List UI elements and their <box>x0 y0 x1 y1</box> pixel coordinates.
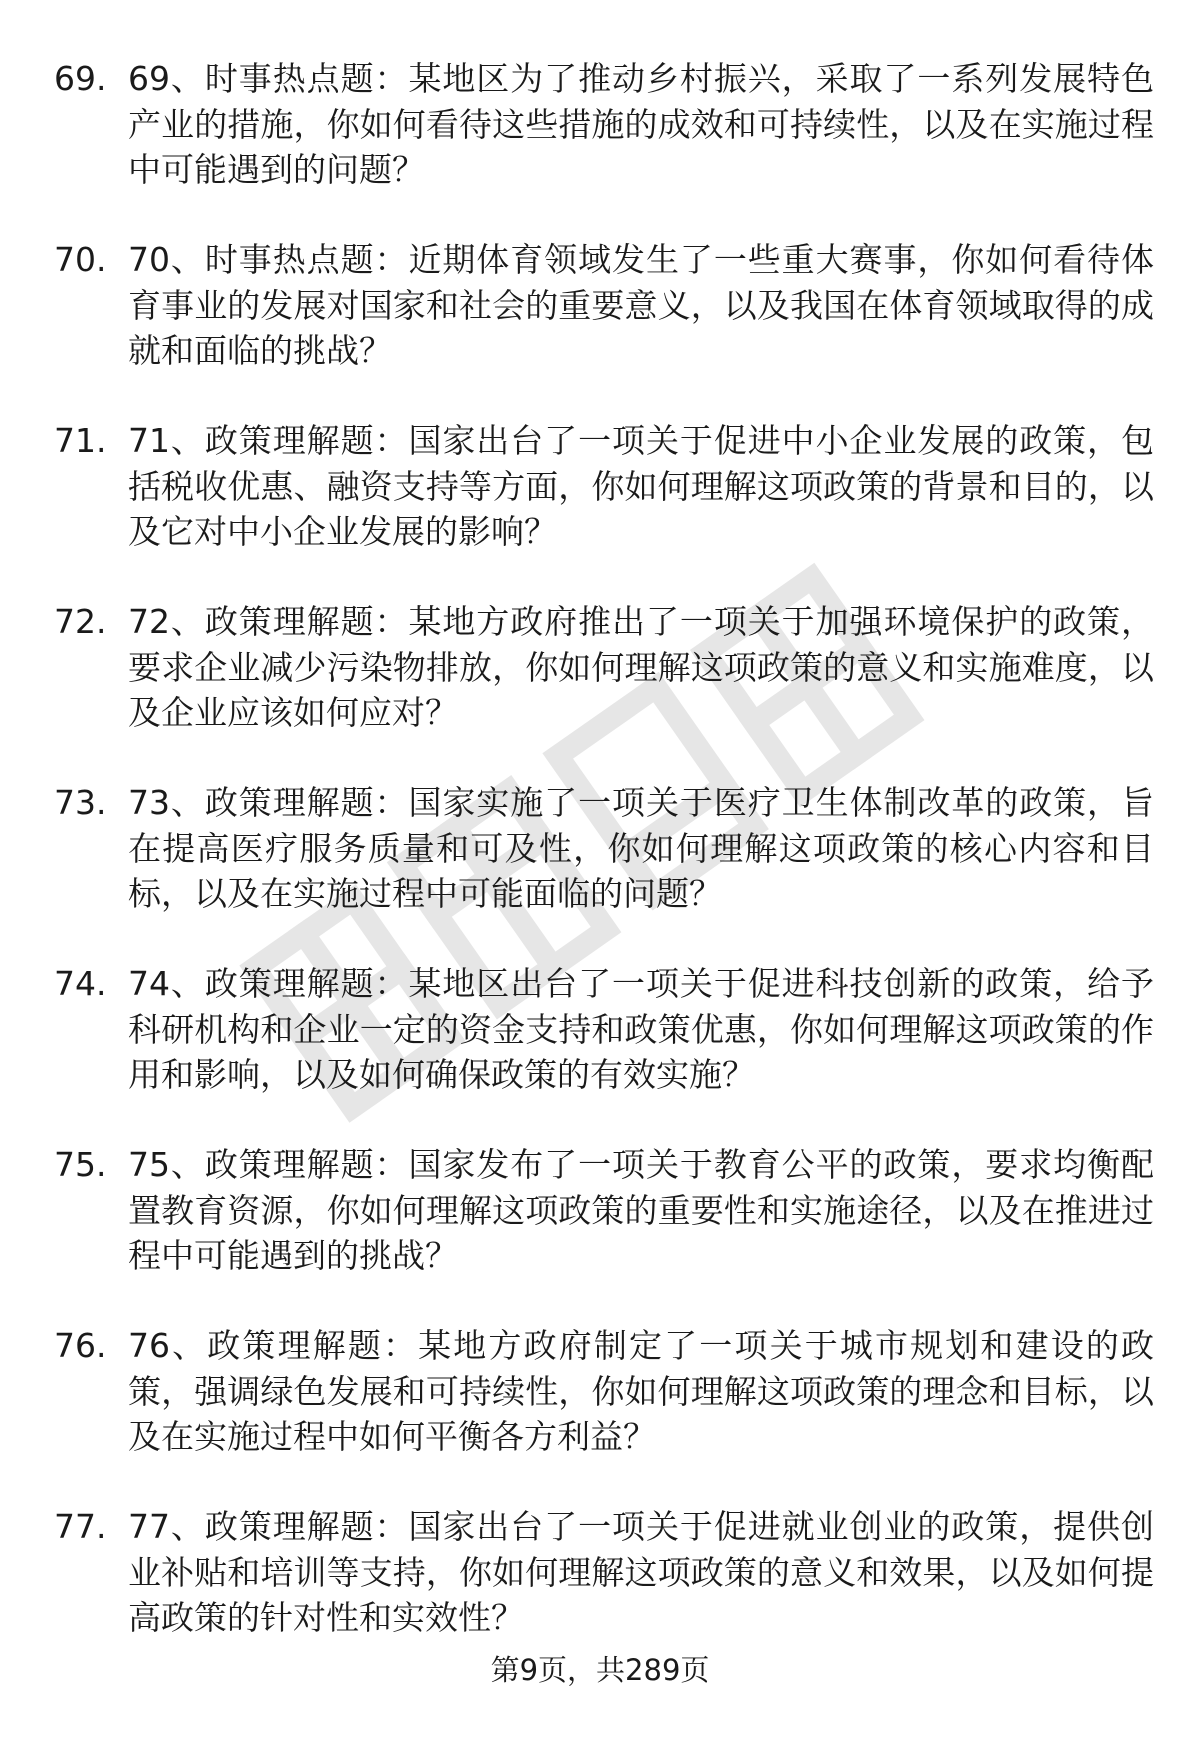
question-number: 77. <box>54 1507 107 1546</box>
list-item <box>54 780 1154 961</box>
question-number: 72. <box>54 602 107 641</box>
list-item <box>54 1323 1154 1504</box>
list-item <box>54 237 1154 418</box>
page-footer <box>0 1652 1200 1688</box>
question-text: 74、政策理解题：某地区出台了一项关于促进科技创新的政策，给予科研机构和企业一定的资金支持和政策优惠，你如何理解这项政策的作用和影响，以及如何确保政策的有效实施？ <box>128 964 1154 1094</box>
page-number-label: 第9页，共289页 <box>490 1653 710 1687</box>
question-number: 76. <box>54 1326 107 1365</box>
question-text: 75、政策理解题：国家发布了一项关于教育公平的政策，要求均衡配置教育资源，你如何理解这项政策的重要性和实施途径，以及在推进过程中可能遇到的挑战？ <box>128 1145 1154 1275</box>
question-text: 72、政策理解题：某地方政府推出了一项关于加强环境保护的政策，要求企业减少污染物排放，你如何理解这项政策的意义和实施难度，以及企业应该如何应对？ <box>128 602 1154 732</box>
question-number: 73. <box>54 783 107 822</box>
list-item <box>54 56 1154 237</box>
question-text: 77、政策理解题：国家出台了一项关于促进就业创业的政策，提供创业补贴和培训等支持，你如何理解这项政策的意义和效果，以及如何提高政策的针对性和实效性？ <box>128 1507 1154 1637</box>
question-list <box>54 56 1154 1685</box>
list-item <box>54 1142 1154 1323</box>
question-text: 69、时事热点题：某地区为了推动乡村振兴，采取了一系列发展特色产业的措施，你如何看待这些措施的成效和可持续性，以及在实施过程中可能遇到的问题？ <box>128 59 1154 189</box>
question-number: 69. <box>54 59 107 98</box>
question-text: 71、政策理解题：国家出台了一项关于促进中小企业发展的政策，包括税收优惠、融资支持等方面，你如何理解这项政策的背景和目的，以及它对中小企业发展的影响？ <box>128 421 1154 551</box>
list-item <box>54 961 1154 1142</box>
question-number: 75. <box>54 1145 107 1184</box>
question-number: 71. <box>54 421 107 460</box>
question-number: 74. <box>54 964 107 1003</box>
question-text: 73、政策理解题：国家实施了一项关于医疗卫生体制改革的政策，旨在提高医疗服务质量和可及性，你如何理解这项政策的核心内容和目标，以及在实施过程中可能面临的问题？ <box>128 783 1154 913</box>
list-item <box>54 599 1154 780</box>
question-text: 76、政策理解题：某地方政府制定了一项关于城市规划和建设的政策，强调绿色发展和可持续性，你如何理解这项政策的理念和目标，以及在实施过程中如何平衡各方利益？ <box>128 1326 1154 1456</box>
question-text: 70、时事热点题：近期体育领域发生了一些重大赛事，你如何看待体育事业的发展对国家和社会的重要意义，以及我国在体育领域取得的成就和面临的挑战？ <box>128 240 1154 370</box>
question-number: 70. <box>54 240 107 279</box>
list-item <box>54 418 1154 599</box>
